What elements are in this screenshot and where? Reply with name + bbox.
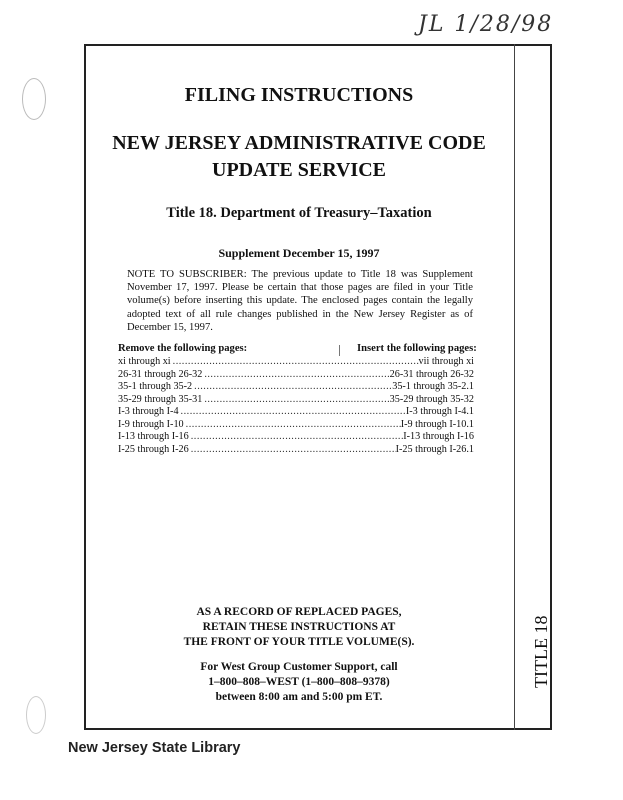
insert-pages: I-3 through I-4.1: [405, 406, 474, 417]
support-hours: between 8:00 am and 5:00 pm ET.: [215, 691, 383, 703]
page-row: [118, 369, 474, 382]
remove-pages: I-25 through I-26: [118, 443, 189, 455]
insert-pages: 35-29 through 35-32: [389, 393, 474, 405]
insert-pages: I-25 through I-26.1: [395, 443, 474, 455]
scan-artifact: [26, 696, 46, 734]
retain-notice: [84, 605, 514, 650]
page-row: [118, 431, 474, 444]
leader-dots: [184, 419, 401, 430]
page-row: [118, 394, 474, 407]
retain-line3: THE FRONT OF YOUR TITLE VOLUME(S).: [183, 636, 415, 648]
page-row: [118, 381, 474, 394]
insert-pages: vii through xi: [418, 356, 474, 367]
scan-artifact: [22, 78, 46, 120]
remove-pages: 35-1 through 35-2: [118, 381, 193, 392]
remove-pages: I-3 through I-4: [118, 406, 179, 417]
leader-dots: [202, 394, 389, 405]
insert-pages: I-13 through I-16: [403, 431, 474, 442]
support-phone: 1–800–808–WEST (1–800–808–9378): [208, 676, 390, 688]
code-heading: [84, 130, 514, 184]
retain-line1: AS A RECORD OF REPLACED PAGES,: [196, 606, 402, 618]
support-line1: For West Group Customer Support, call: [200, 661, 398, 673]
insert-pages: I-9 through I-10.1: [400, 418, 474, 430]
remove-pages-header: Remove the following pages:: [118, 343, 248, 354]
handwritten-date-initials: JL 1/28/98: [418, 12, 554, 37]
leader-dots: [192, 381, 392, 392]
leader-dots: [189, 431, 404, 442]
code-heading-line2: UPDATE SERVICE: [212, 159, 386, 181]
title-tab: TITLE 18: [531, 615, 551, 689]
remove-pages: I-9 through I-10: [118, 418, 184, 430]
library-stamp: New Jersey State Library: [68, 740, 241, 756]
side-tab-divider: [514, 44, 515, 730]
column-divider: [339, 345, 340, 356]
filing-instructions-heading: FILING INSTRUCTIONS: [184, 84, 414, 106]
remove-pages: 35-29 through 35-31: [118, 393, 203, 405]
leader-dots: [189, 444, 396, 455]
supplement-heading: Supplement December 15, 1997: [218, 246, 380, 260]
insert-pages: 26-31 through 26-32: [389, 368, 474, 380]
customer-support-notice: [84, 660, 514, 705]
retain-line2: RETAIN THESE INSTRUCTIONS AT: [202, 621, 396, 633]
leader-dots: [171, 356, 419, 367]
subscriber-note: NOTE TO SUBSCRIBER: The previous update to Title 18 was Supplement November 17, 1997. Please be certain that those pages are filed in your Title volume(s) before inserting this update. The enclosed pages contain the legally adopted text of all rule changes published in the New Jersey Register as of December 15, 1997.: [127, 269, 473, 333]
insert-pages-header: Insert the following pages:: [357, 343, 477, 354]
insert-pages: 35-1 through 35-2.1: [392, 381, 474, 392]
page-row: [118, 419, 474, 432]
page-row: [118, 406, 474, 419]
page-row: [118, 356, 474, 369]
remove-pages: I-13 through I-16: [118, 431, 189, 442]
page-list: [118, 356, 474, 456]
title-heading: Title 18. Department of Treasury–Taxation: [166, 205, 432, 221]
remove-pages: xi through xi: [118, 356, 171, 367]
remove-pages: 26-31 through 26-32: [118, 368, 203, 380]
page-row: [118, 444, 474, 457]
leader-dots: [179, 406, 406, 417]
code-heading-line1: NEW JERSEY ADMINISTRATIVE CODE: [112, 132, 486, 154]
leader-dots: [202, 369, 389, 380]
